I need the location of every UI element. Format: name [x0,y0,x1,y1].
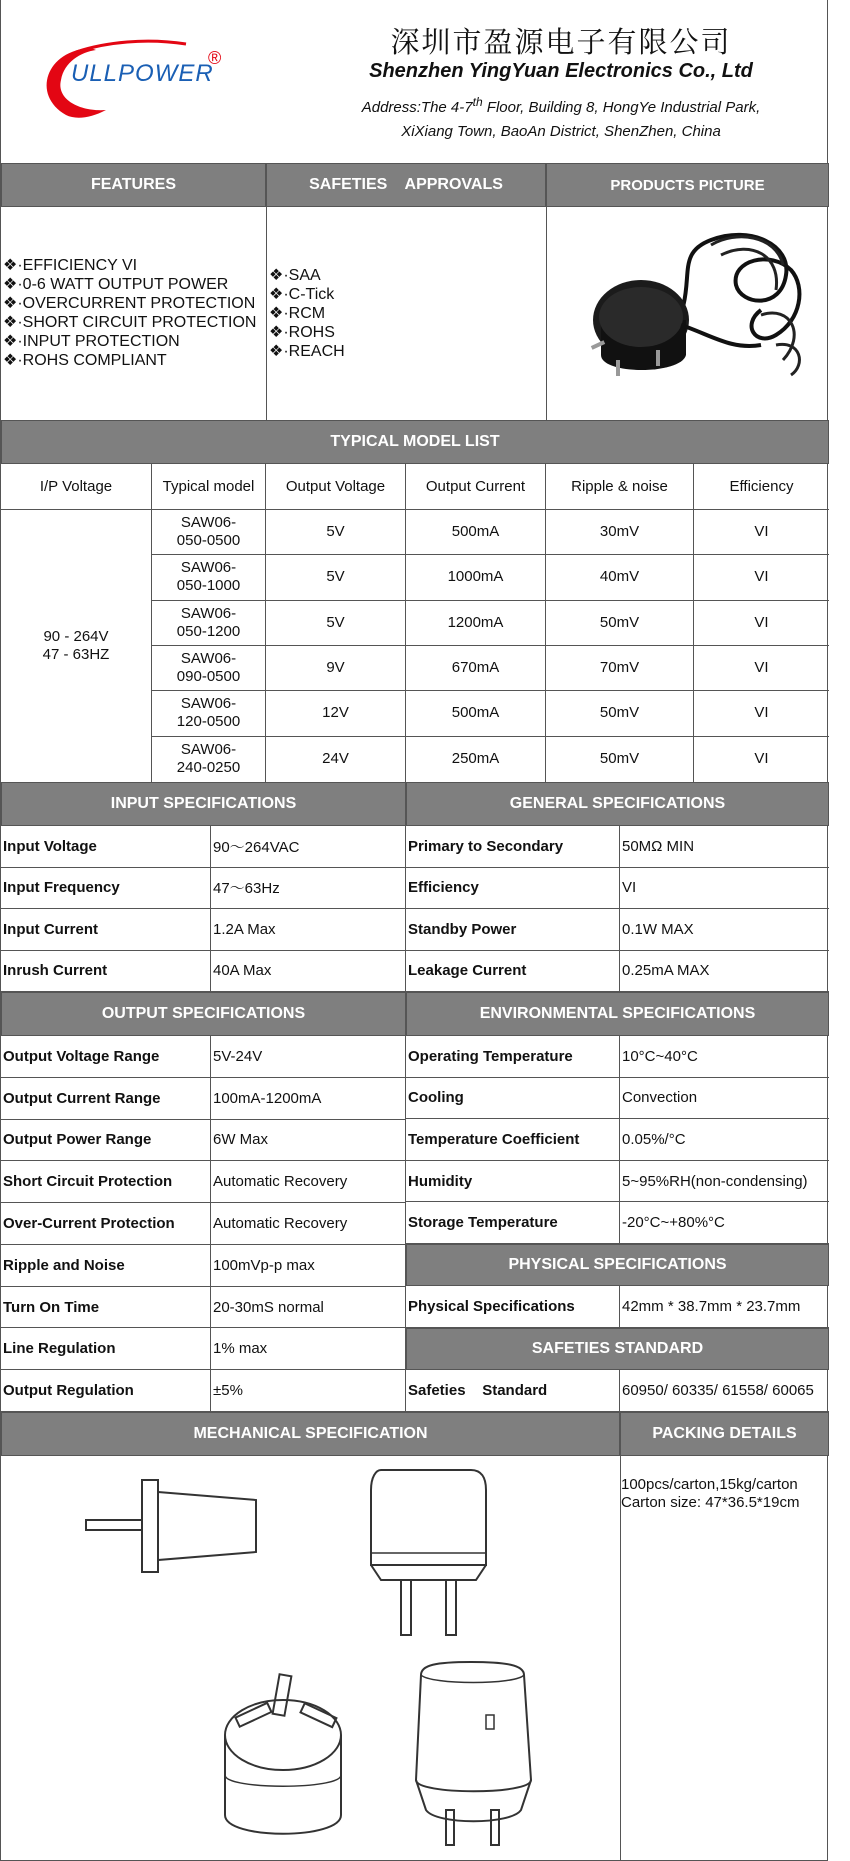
products-picture-heading: PRODUCTS PICTURE [546,163,829,207]
general-specs-value: 50MΩ MIN [620,826,829,868]
model-cell-ripple: 50mV [546,691,694,736]
output-specs-label: Turn On Time [1,1287,211,1329]
company-logo [36,40,236,130]
address-superscript: th [472,95,483,109]
divider [620,1456,621,1861]
approval-item: ❖·C-Tick [269,286,335,303]
product-photo [561,225,821,405]
output-specs-value: Automatic Recovery [211,1161,406,1203]
env-specs-label: Temperature Coefficient [406,1119,620,1161]
approvals-heading: SAFETIES APPROVALS [266,163,546,207]
ip-voltage-range: 90 - 264V [43,628,109,645]
input-specs-label: Input Voltage [1,826,211,868]
env-specs-label: Humidity [406,1161,620,1203]
feature-item: ❖·OVERCURRENT PROTECTION [3,295,256,312]
output-specs-value: 6W Max [211,1120,406,1162]
input-specs-label: Input Frequency [1,868,211,910]
env-specs-label: Storage Temperature [406,1202,620,1244]
model-cell-ripple: 50mV [546,601,694,646]
features-list [3,256,256,370]
approval-item: ❖·RCM [269,305,326,322]
general-specs-label: Leakage Current [406,951,620,993]
physical-specs-heading: PHYSICAL SPECIFICATIONS [406,1244,829,1286]
input-specs-heading: INPUT SPECIFICATIONS [1,782,406,826]
general-specs-heading: GENERAL SPECIFICATIONS [406,782,829,826]
model-cell-ripple: 30mV [546,510,694,555]
model-cell-voltage: 12V [266,691,406,736]
model-list-heading: TYPICAL MODEL LIST [1,420,829,464]
model-cell-eff: VI [694,601,829,646]
general-specs-value: 0.1W MAX [620,909,829,951]
approval-item: ❖·SAA [269,267,321,284]
output-specs-label: Ripple and Noise [1,1245,211,1287]
physical-spec-label: Physical Specifications [406,1286,620,1328]
model-cell-model: SAW06-050-1200 [152,601,266,646]
divider [266,207,267,420]
input-specs-value: 1.2A Max [211,909,406,951]
packing-details [621,1476,799,1512]
col-header-ip-voltage: I/P Voltage [1,464,152,510]
general-specs-label: Standby Power [406,909,620,951]
output-specs-value: 5V-24V [211,1036,406,1078]
model-cell-eff: VI [694,555,829,600]
output-specs-value: 100mA-1200mA [211,1078,406,1120]
output-specs-value: 100mVp-p max [211,1245,406,1287]
env-specs-value: Convection [620,1078,829,1120]
physical-spec-value: 42mm * 38.7mm * 23.7mm [620,1286,829,1328]
feature-item: ❖·ROHS COMPLIANT [3,352,167,369]
feature-item: ❖·EFFICIENCY VI [3,257,138,274]
output-specs-label: Output Current Range [1,1078,211,1120]
output-specs-label: Output Regulation [1,1370,211,1412]
model-cell-voltage: 5V [266,510,406,555]
divider [546,207,547,420]
input-specs-value: 90～264VAC [211,826,406,868]
packing-line: 100pcs/carton,15kg/carton [621,1476,798,1493]
output-specs-label: Output Voltage Range [1,1036,211,1078]
col-header-ripple-noise: Ripple & noise [546,464,694,510]
company-address [301,90,821,144]
model-cell-ripple: 70mV [546,646,694,691]
feature-item: ❖·INPUT PROTECTION [3,333,180,350]
output-specs-value: Automatic Recovery [211,1203,406,1245]
output-specs-heading: OUTPUT SPECIFICATIONS [1,992,406,1036]
company-name-english: Shenzhen YingYuan Electronics Co., Ltd [369,60,753,82]
output-specs-value: 20-30mS normal [211,1287,406,1329]
input-specs-value: 47～63Hz [211,868,406,910]
model-cell-model: SAW06-120-0500 [152,691,266,736]
packing-details-heading: PACKING DETAILS [620,1412,829,1456]
company-name-chinese: 深圳市盈源电子有限公司 [390,25,732,59]
features-heading: FEATURES [1,163,266,207]
safeties-standard-heading: SAFETIES STANDARD [406,1328,829,1370]
general-specs-label: Primary to Secondary [406,826,620,868]
mechanical-spec-heading: MECHANICAL SPECIFICATION [1,1412,620,1456]
model-cell-eff: VI [694,691,829,736]
address-line1: Floor, Building 8, HongYe Industrial Park, [482,99,761,116]
model-cell-eff: VI [694,510,829,555]
model-cell-current: 1200mA [406,601,546,646]
ip-frequency-range: 47 - 63HZ [42,646,110,663]
model-cell-voltage: 5V [266,601,406,646]
col-header-efficiency: Efficiency [694,464,829,510]
approvals-list [269,266,345,361]
general-specs-value: VI [620,868,829,910]
header [1,0,829,164]
general-specs-value: 0.25mA MAX [620,951,829,993]
env-specs-value: 0.05%/°C [620,1119,829,1161]
address-prefix: Address:The 4-7 [361,99,473,116]
model-cell-eff: VI [754,750,769,768]
environmental-specs-heading: ENVIRONMENTAL SPECIFICATIONS [406,992,829,1036]
env-specs-label: Operating Temperature [406,1036,620,1078]
input-specs-label: Inrush Current [1,951,211,993]
input-specs-label: Input Current [1,909,211,951]
model-cell-current: 670mA [406,646,546,691]
input-specs-value: 40A Max [211,951,406,993]
ip-voltage-cell [1,510,152,782]
model-cell-current: 500mA [406,691,546,736]
env-specs-value: -20°C~+80%°C [620,1202,829,1244]
perspective-body-drawing [406,1660,541,1855]
packing-line: Carton size: 47*36.5*19cm [621,1494,800,1511]
logo-registered-mark: ® [208,48,222,68]
approval-item: ❖·ROHS [269,324,335,341]
output-specs-label: Short Circuit Protection [1,1161,211,1203]
general-specs-label: Efficiency [406,868,620,910]
model-cell-current: 500mA [406,510,546,555]
side-view-drawing [86,1470,286,1590]
model-cell-model: SAW06-050-0500 [152,510,266,555]
front-view-drawing [361,1465,501,1640]
output-specs-label: Output Power Range [1,1120,211,1162]
env-specs-value: 5~95%RH(non-condensing) [620,1161,829,1203]
model-cell-current: 250mA [406,737,546,782]
col-header-output-current: Output Current [406,464,546,510]
output-specs-label: Line Regulation [1,1328,211,1370]
output-specs-value: 1% max [211,1328,406,1370]
env-specs-label: Cooling [406,1078,620,1120]
safeties-standard-label: Safeties Standard [406,1370,620,1412]
model-cell-ripple: 40mV [546,555,694,600]
model-cell-voltage: 5V [266,555,406,600]
model-cell-model: SAW06-050-1000 [152,555,266,600]
model-cell-voltage: 9V [266,646,406,691]
model-cell-current: 1000mA [406,555,546,600]
col-header-output-voltage: Output Voltage [266,464,406,510]
perspective-plug-drawing [221,1665,351,1850]
output-specs-value: ±5% [211,1370,406,1412]
address-line2: XiXiang Town, BaoAn District, ShenZhen, China [401,123,721,140]
approval-item: ❖·REACH [269,343,345,360]
logo-text: ULLPOWER [71,60,214,87]
model-cell-voltage: 24V [266,737,406,782]
env-specs-value: 10°C~40°C [620,1036,829,1078]
model-cell-ripple: 50mV [546,737,694,782]
safeties-standard-value: 60950/ 60335/ 61558/ 60065 [620,1370,829,1412]
feature-item: ❖·SHORT CIRCUIT PROTECTION [3,314,257,331]
model-cell-model: SAW06-240-0250 [152,737,266,782]
model-cell-model: SAW06-090-0500 [152,646,266,691]
feature-item: ❖·0-6 WATT OUTPUT POWER [3,276,229,293]
col-header-typical-model: Typical model [152,464,266,510]
model-cell-eff: VI [694,646,829,691]
output-specs-label: Over-Current Protection [1,1203,211,1245]
